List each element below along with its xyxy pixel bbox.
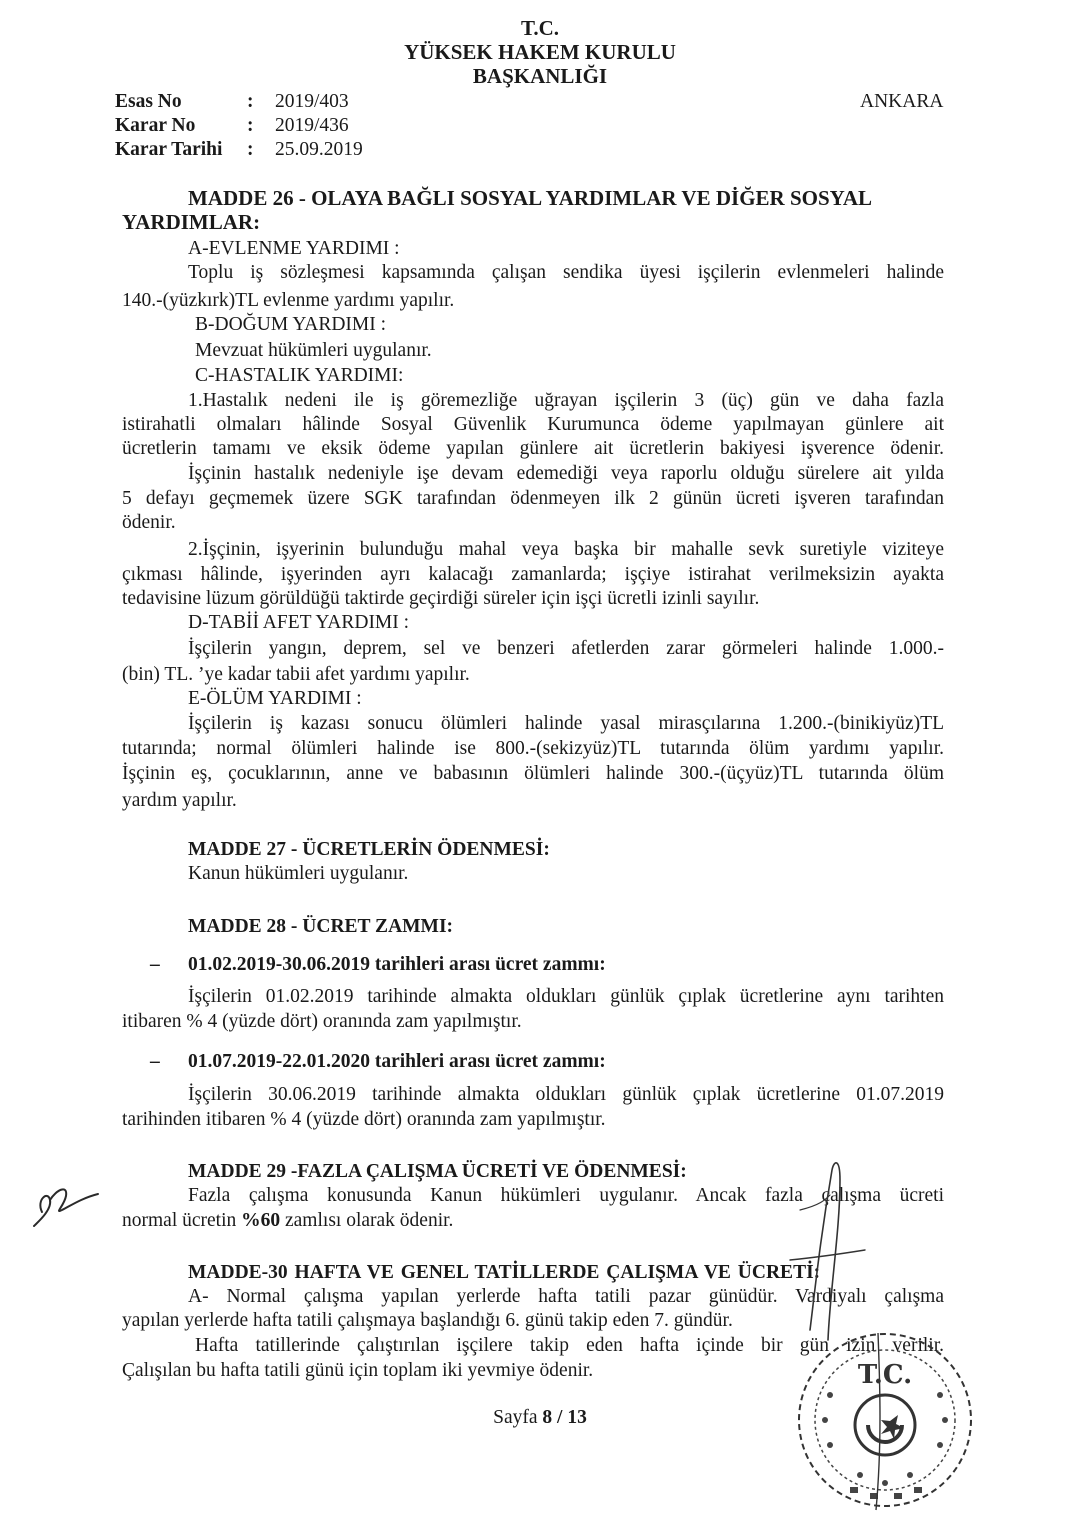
m29-l1: Fazla çalışma konusunda Kanun hükümleri uygulanır. Ancak fazla çalışma ücreti (188, 1185, 944, 1206)
meta-sep: : (247, 115, 254, 136)
meta-sep: : (247, 139, 254, 160)
m30-a-l1: A- Normal çalışma yapılan yerlerde hafta tatili pazar günüdür. Vardiyalı çalışma (188, 1286, 944, 1307)
m26-d-l2: (bin) TL. ’ye kadar tabii afet yardımı yapılır. (122, 664, 470, 685)
m26-title-line2: YARDIMLAR: (122, 210, 261, 234)
m28-bullet-1: – (150, 954, 160, 975)
meta-row-esas (115, 90, 349, 114)
m26-c1-l3: ücretlerin tamamı ve eksik ödeme yapılan günlere ait ücretlerin bakiyesi işverence ödenir. (122, 438, 944, 459)
m28-period1-title: 01.02.2019-30.06.2019 tarihleri arası ücret zammı: (188, 954, 606, 975)
m28-period1-l2: itibaren % 4 (yüzde dört) oranında zam yapılmıştır. (122, 1011, 522, 1032)
m26-c2-l3: tedavisine lüzum görüldüğü taktirde geçirdiği süreler için işçi ücretli izinli sayılır. (122, 588, 760, 609)
meta-row-karar (115, 114, 349, 138)
meta-value: 2019/403 (275, 91, 349, 112)
header-tc: T.C. (520, 16, 560, 40)
m26-b-title: B-DOĞUM YARDIMI : (195, 314, 387, 335)
m26-e-l3: İşçinin eş, çocuklarının, anne ve babasının ölümleri halinde 300.-(üçyüz)TL tutarında ölüm (122, 763, 944, 784)
m29-percent: %60 (241, 1210, 281, 1231)
m26-c1b-l2: 5 defayı geçmemek üzere SGK tarafından ödenmeyen ilk 2 günün ücreti işveren tarafından (122, 488, 944, 509)
m28-period2-l2: tarihinden itibaren % 4 (yüzde dört) oranında zam yapılmıştır. (122, 1109, 606, 1130)
m26-e-l2: tutarında; normal ölümleri halinde ise 800.-(sekizyüz)TL tutarında ölüm yardımı yapılır. (122, 738, 944, 759)
m26-c2-l2: çıkması hâlinde, işyerinden ayrı kalacağı zamanlarda; işçiye istirahat verilmeksizin ayakta (122, 564, 944, 585)
m26-a-text-l1: Toplu iş sözleşmesi kapsamında çalışan sendika üyesi işçilerin evlenmeleri halinde (188, 262, 944, 283)
page-total: 13 (567, 1407, 587, 1428)
m30-b-l1: Hafta tatillerinde çalıştırılan işçilere takip eden hafta içinde bir gün izin verilir. (195, 1335, 944, 1356)
m28-period1-l1: İşçilerin 01.02.2019 tarihinde almakta oldukları günlük çıplak ücretlerine aynı tarihten (188, 986, 944, 1007)
official-seal-icon (790, 1325, 980, 1515)
header-institution: YÜKSEK HAKEM KURULU (404, 40, 676, 64)
m28-period2-title: 01.07.2019-22.01.2020 tarihleri arası ücret zammı: (188, 1051, 606, 1072)
header-city: ANKARA (860, 91, 944, 112)
m26-c1b-l1: İşçinin hastalık nedeniyle işe devam edemediği veya raporlu olduğu sürelere ait yılda (188, 463, 944, 484)
m28-title: MADDE 28 - ÜCRET ZAMMI: (188, 916, 454, 937)
m26-d-title: D-TABİİ AFET YARDIMI : (188, 612, 410, 633)
meta-value: 2019/436 (275, 115, 349, 136)
meta-sep: : (247, 91, 254, 112)
m26-title-line1: MADDE 26 - OLAYA BAĞLI SOSYAL YARDIMLAR VE DİĞER SOSYAL (188, 186, 873, 210)
page-current: 8 (542, 1407, 553, 1428)
m29-l2-c: zamlısı olarak ödenir. (280, 1210, 454, 1231)
meta-label: Esas No (115, 91, 182, 112)
m27-text: Kanun hükümleri uygulanır. (188, 863, 409, 884)
m26-c-title: C-HASTALIK YARDIMI: (195, 365, 404, 386)
signature-mark (770, 1150, 880, 1350)
m29-l2 (122, 1209, 453, 1233)
m26-b-text: Mevzuat hükümleri uygulanır. (195, 340, 432, 361)
meta-label: Karar Tarihi (115, 139, 223, 160)
m29-title: MADDE 29 -FAZLA ÇALIŞMA ÜCRETİ VE ÖDENMESİ: (188, 1161, 687, 1182)
page-prefix: Sayfa (493, 1407, 543, 1428)
m27-title: MADDE 27 - ÜCRETLERİN ÖDENMESİ: (188, 839, 550, 860)
m26-a-title: A-EVLENME YARDIMI : (188, 238, 400, 259)
m26-c1b-l3: ödenir. (122, 512, 176, 533)
m26-e-title: E-ÖLÜM YARDIMI : (188, 688, 362, 709)
m26-e-l4: yardım yapılır. (122, 790, 237, 811)
meta-row-tarih (115, 138, 363, 162)
m26-d-l1: İşçilerin yangın, deprem, sel ve benzeri afetlerden zarar görmeleri halinde 1.000.- (188, 638, 944, 659)
m26-c2-l1: 2.İşçinin, işyerinin bulunduğu mahal veya başka bir mahalle sevk suretiyle viziteye (188, 539, 944, 560)
m30-title: MADDE-30 HAFTA VE GENEL TATİLLERDE ÇALIŞMA VE ÜCRETİ: (188, 1262, 821, 1283)
m26-c1-l2: istirahatli olmaları hâlinde Sosyal Güvenlik Kurumunca ödeme yapılmayan günlere ait (122, 414, 944, 435)
handwritten-initials (28, 1170, 118, 1230)
meta-label: Karar No (115, 115, 196, 136)
m30-a-l2: yapılan yerlerde hafta tatili çalışmaya başlandığı 6. günü takip eden 7. gündür. (122, 1310, 733, 1331)
header-presidency: BAŞKANLIĞI (472, 64, 608, 88)
m29-l2-a: normal ücretin (122, 1210, 242, 1231)
m28-period2-l1: İşçilerin 30.06.2019 tarihinde almakta oldukları günlük çıplak ücretlerine 01.07.2019 (188, 1084, 944, 1105)
page-sep: / (552, 1407, 568, 1428)
seal-text: T.C. (857, 1360, 913, 1390)
meta-value: 25.09.2019 (275, 139, 363, 160)
m26-c1-l1: 1.Hastalık nedeni ile iş göremezliğe uğrayan işçilerin 3 (üç) gün ve daha fazla (188, 390, 944, 411)
m28-bullet-2: – (150, 1051, 160, 1072)
m26-a-text-l2: 140.-(yüzkırk)TL evlenme yardımı yapılır. (122, 290, 455, 311)
m26-e-l1: İşçilerin iş kazası sonucu ölümleri halinde yasal mirasçılarına 1.200.-(binikiyüz)TL (188, 713, 944, 734)
m30-b-l2: Çalışılan bu hafta tatili günü için toplam iki yevmiye ödenir. (122, 1360, 594, 1381)
